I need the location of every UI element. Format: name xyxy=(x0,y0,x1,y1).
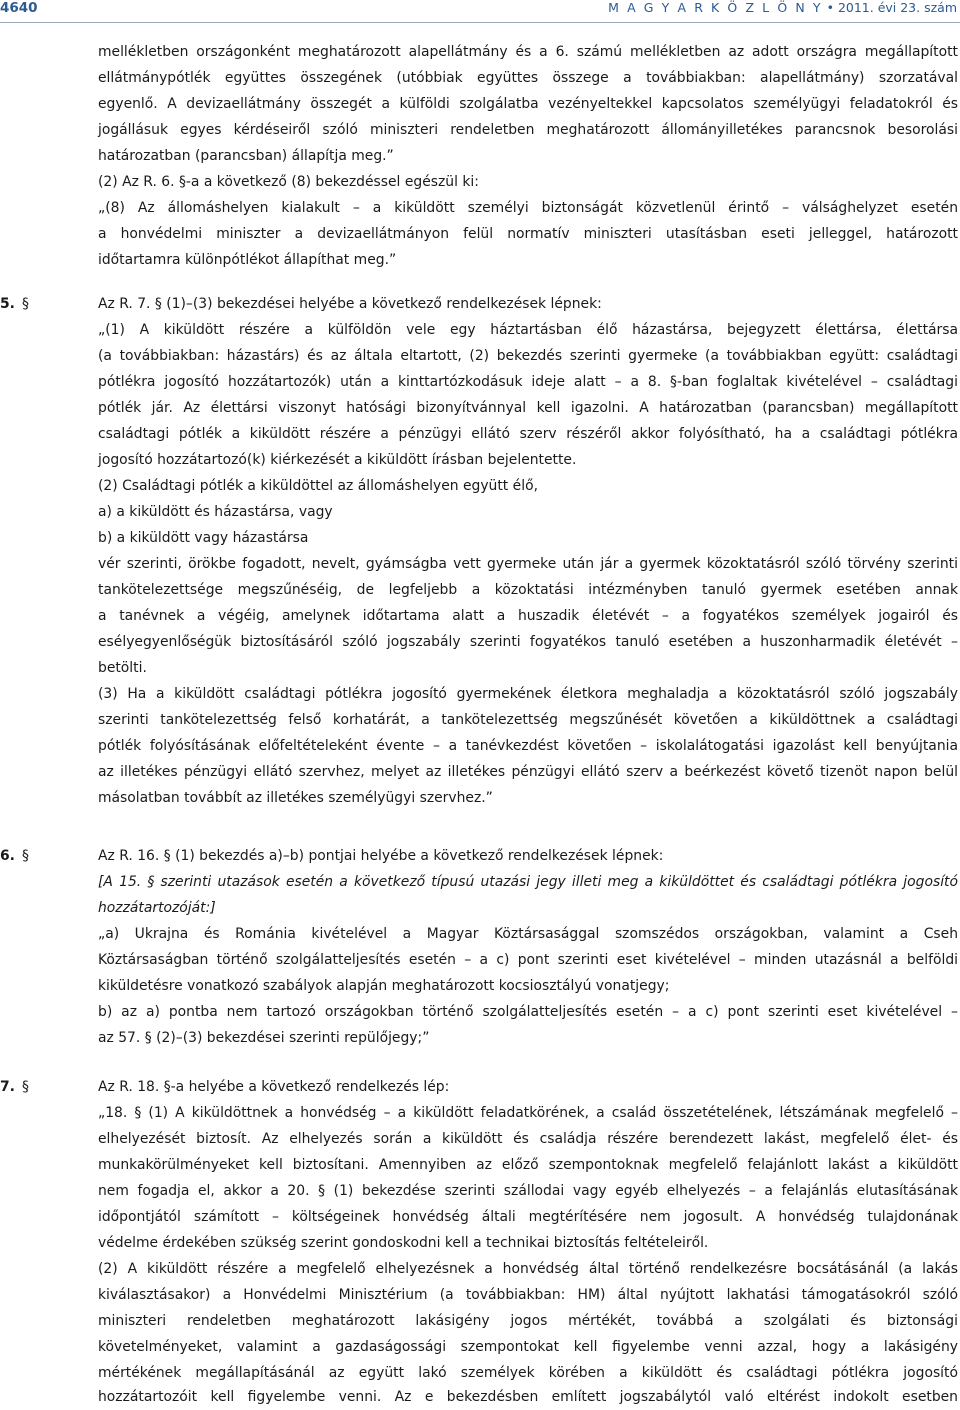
section-sign: § xyxy=(22,1079,29,1095)
text-line: időpontjától számított – költségeinek honvédség általi megtérítésére nem jogosult. A honvédség tulajdonának xyxy=(98,1209,958,1225)
text-line: a honvédelmi miniszter a devizaellátmányon felül normatív miniszteri utasításban eseti jelleggel, határozott xyxy=(98,226,958,242)
text-line: kiküldetésre vonatkozó szabályok alapján meghatározott kocsiosztályú vonatjegy; xyxy=(98,978,670,994)
text-line: egyenlő. A devizaellátmány összegét a külföldi szolgálatba vezényeltekkel kapcsolatos személyügyi feladatokról és xyxy=(98,96,958,112)
text-line: (a továbbiakban: házastárs) és az általa eltartott, (2) bekezdés szerinti gyermeke (a továbbiakban együtt: családtagi xyxy=(98,348,958,364)
text-line: mértékének megállapításánál az együtt lakó személyek körében a kiküldött és családtagi pótlékra jogosító xyxy=(98,1365,958,1381)
text-line: jogállásuk egyes kérdéseiről szóló miniszteri rendeletben meghatározott állományilletékes parancsnok besorolási xyxy=(98,122,958,138)
text-line: az 57. § (2)–(3) bekezdései szerinti repülőjegy;” xyxy=(98,1030,430,1046)
text-line: pótlék folyósításának előfeltételeként évente – a tanévkezdést követően – iskolalátogatási igazolást kell benyújtania xyxy=(98,738,958,754)
text-line: mellékletben országonként meghatározott alapellátmány és a 6. számú mellékletben az adott országra megállapított xyxy=(98,44,958,60)
text-line: „18. § (1) A kiküldöttnek a honvédség – a kiküldött feladatkörének, a család összetételének, létszámának megfelelő – xyxy=(98,1105,958,1121)
text-line: Az R. 16. § (1) bekezdés a)–b) pontjai helyébe a következő rendelkezések lépnek: xyxy=(98,848,664,864)
text-line: esélyegyenlőségük biztosításáról szóló jogszabály szerinti fogyatékos tanuló esetében a huszonharmadik életévét – xyxy=(98,634,958,650)
publication-title: M A G Y A R K Ö Z L Ö N Y xyxy=(608,0,823,15)
text-line: ellátmánypótlék együttes összegének (utóbbiak együttes összege a továbbiakban: alapellátmány) szorzatával xyxy=(98,70,958,86)
page-number: 4640 xyxy=(0,0,38,16)
text-line: családtagi pótlék a kiküldött részére a pénzügyi ellátó szerv részéről akkor folyósítható, ha a családtagi pótlékra xyxy=(98,426,958,442)
text-line: (3) Ha a kiküldött családtagi pótlékra jogosító gyermekének életkora meghaladja a közoktatásról szóló jogszabály xyxy=(98,686,958,702)
text-line: vér szerinti, örökbe fogadott, nevelt, gyámságba vett gyermeke után jár a gyermek közoktatásról szóló törvény szerinti xyxy=(98,556,958,572)
text-line: jogosító hozzátartozó(k) kiérkezését a kiküldött írásban bejelentette. xyxy=(98,452,577,468)
text-line: betölti. xyxy=(98,660,147,676)
text-line: „(1) A kiküldött részére a külföldön vele egy háztartásban élő házastársa, bejegyzett élettársa, élettársa xyxy=(98,322,958,338)
text-line: „(8) Az állomáshelyen kialakult – a kiküldött személyi biztonságát közvetlenül érintő – válsághelyzet esetén xyxy=(98,200,958,216)
text-line: b) az a) pontba nem tartozó országokban történő szolgálatteljesítés esetén – a c) pont szerinti eset kivételével – xyxy=(98,1004,958,1020)
text-line: tankötelezettsége megszűnéséig, de legfeljebb a közoktatási intézményben tanuló gyermek esetében annak xyxy=(98,582,958,598)
text-line: elhelyezését biztosít. Az elhelyezés során a kiküldött és családja részére berendezett lakást, megfelelő élet- és xyxy=(98,1131,958,1147)
text-line: (2) A kiküldött részére a megfelelő elhelyezésnek a honvédség által történő rendelkezésre bocsátásánál (a lakás xyxy=(98,1261,958,1277)
section-number: 7. xyxy=(0,1079,15,1095)
section-sign: § xyxy=(22,848,29,864)
section-number: 6. xyxy=(0,848,15,864)
section-number: 5. xyxy=(0,296,15,312)
text-line: (2) Családtagi pótlék a kiküldöttel az állomáshelyen együtt élő, xyxy=(98,478,538,494)
text-line: időtartamra különpótlékot állapíthat meg.” xyxy=(98,252,397,268)
section-sign: § xyxy=(22,296,29,312)
text-line: határozatban (parancsban) állapítja meg.” xyxy=(98,148,394,164)
issue-number: 2011. évi 23. szám xyxy=(837,0,957,15)
text-line: Az R. 7. § (1)–(3) bekezdései helyébe a következő rendelkezések lépnek: xyxy=(98,296,602,312)
text-line: Az R. 18. §-a helyébe a következő rendelkezés lép: xyxy=(98,1079,450,1095)
publication-info xyxy=(608,0,957,15)
text-line: a tanévnek a végéig, amelynek időtartama alatt a huszadik életévét – a fogyatékos személyek jogairól és xyxy=(98,608,958,624)
text-line: nem fogadja el, akkor a 20. § (1) bekezdése szerinti szállodai vagy egyéb elhelyezés – a felajánlás elutasításának xyxy=(98,1183,958,1199)
text-line: pótlék jár. Az élettársi viszonyt hatósági bizonyítvánnyal kell igazolni. A határozatban (parancsban) megállapított xyxy=(98,400,958,416)
text-line: (2) Az R. 6. §-a a következő (8) bekezdéssel egészül ki: xyxy=(98,174,479,190)
text-line: b) a kiküldött vagy házastársa xyxy=(98,530,309,546)
header-bullet: • xyxy=(826,0,834,15)
header-rule xyxy=(0,22,960,23)
page-header xyxy=(0,0,960,22)
text-line: pótlékra jogosító hozzátartozók) után a kinttartózkodásuk ideje alatt – a 8. §-ban foglaltak kivételével – családtagi xyxy=(98,374,958,390)
text-line: másolatban továbbít az illetékes személyügyi szervhez.” xyxy=(98,790,493,806)
text-line: [A 15. § szerinti utazások esetén a következő típusú utazási jegy illeti meg a kiküldöttet és családtagi pótlékra jogosító xyxy=(98,874,958,890)
text-line: az illetékes pénzügyi ellátó szervhez, melyet az illetékes pénzügyi ellátó szerv a beérkezést követő tizenöt napon belül xyxy=(98,764,958,780)
text-line: Köztársaságban történő szolgálatteljesítés esetén – a c) pont szerinti eset kivételével – minden utazásnál a belföldi xyxy=(98,952,958,968)
text-line: „a) Ukrajna és Románia kivételével a Magyar Köztársasággal szomszédos országokban, valamint a Cseh xyxy=(98,926,958,942)
text-line: hozzátartozóját:] xyxy=(98,900,216,916)
text-line: a) a kiküldött és házastársa, vagy xyxy=(98,504,333,520)
text-line: miniszteri rendeletben meghatározott lakásigény jogos mértékét, továbbá a szolgálati és biztonsági xyxy=(98,1313,958,1329)
text-line: hozzátartozóit kell figyelembe venni. Az e bekezdésben említett jogszabálytól való eltérést indokolt esetben xyxy=(98,1389,958,1405)
text-line: kiválasztásakor) a Honvédelmi Minisztérium (a továbbiakban: HM) által nyújtott lakhatási támogatásokról szóló xyxy=(98,1287,958,1303)
text-line: munkakörülményeket kell biztosítani. Amennyiben az előző szempontoknak megfelelő felajánlott lakást a kiküldött xyxy=(98,1157,958,1173)
text-line: követelményeket, valamint a gazdaságossági szempontokat kell figyelembe venni azzal, hogy a lakásigény xyxy=(98,1339,958,1355)
text-line: szerinti tankötelezettség felső korhatárát, a tankötelezettség megszűnését követően a kiküldöttnek a családtagi xyxy=(98,712,958,728)
text-line: védelme érdekében szükség szerint gondoskodni kell a technikai biztosítás feltételeiről. xyxy=(98,1235,709,1251)
